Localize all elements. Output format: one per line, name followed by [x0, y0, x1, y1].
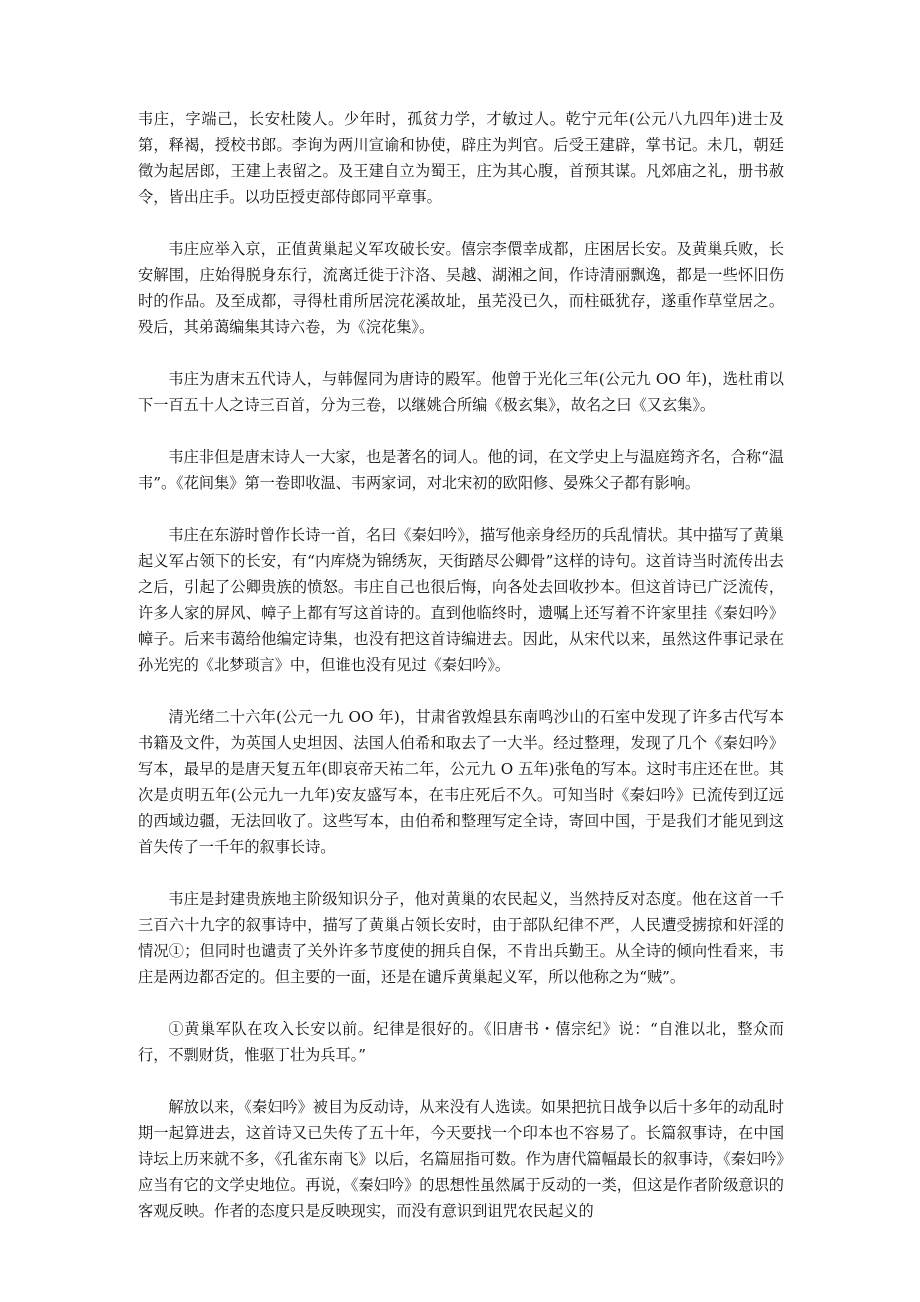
- paragraph-dunhuang: 清光绪二十六年(公元一九 OO 年)，甘肃省敦煌县东南鸣沙山的石室中发现了许多古代写本书籍及文件，为英国人史坦因、法国人伯希和取去了一大半。经过整理，发现了几个《秦妇吟》写本，最早的是唐天复五年(即哀帝天祐二年，公元九 O 五年)张龟的写本。这时韦庄还在世。其次是贞明五年(公元九一九年)安友盛写本，在韦庄死后不久。可知当时《秦妇吟》已流传到辽远的西域边疆，无法回收了。这些写本，由伯希和整理写定全诗，寄回中国，于是我们才能见到这首失传了一千年的叙事长诗。: [138, 708, 784, 856]
- document-body: [138, 106, 784, 1250]
- paragraph-biography: 韦庄，字端己，长安杜陵人。少年时，孤贫力学，才敏过人。乾宁元年(公元八九四年)进士及第，释褐，授校书郎。李询为两川宣谕和协使，辟庄为判官。后受王建辟，掌书记。未几，朝廷徵为起居郎，王建上表留之。及王建自立为蜀王，庄为其心腹，首预其谋。凡郊庙之礼，册书赦令，皆出庄手。以功臣授吏部侍郎同平章事。: [138, 110, 784, 206]
- paragraph-ci-poet: 韦庄非但是唐末诗人一大家，也是著名的词人。他的词，在文学史上与温庭筠齐名，合称“温韦”。《花间集》第一卷即收温、韦两家词，对北宋初的欧阳修、晏殊父子都有影响。: [138, 448, 784, 492]
- paragraph-attitude: 韦庄是封建贵族地主阶级知识分子，他对黄巢的农民起义，当然持反对态度。他在这首一千三百六十九字的叙事诗中，描写了黄巢占领长安时，由于部队纪律不严，人民遭受掳掠和奸淫的情况①；但同时也谴责了关外许多节度使的拥兵自保，不肯出兵勤王。从全诗的倾向性看来，韦庄是两边都否定的。但主要的一面，还是在谴斥黄巢起义军，所以他称之为“贼”。: [138, 890, 784, 986]
- paragraph-liberation: 解放以来，《秦妇吟》被目为反动诗，从来没有人选读。如果把抗日战争以后十多年的动乱时期一起算进去，这首诗又已失传了五十年，今天要找一个印本也不容易了。长篇叙事诗，在中国诗坛上历来就不多，《孔雀东南飞》以后，名篇屈指可数。作为唐代篇幅最长的叙事诗，《秦妇吟》应当有它的文学史地位。再说，《秦妇吟》的思想性虽然属于反动的一类，但这是作者阶级意识的客观反映。作者的态度只是反映现实，而没有意识到诅咒农民起义的: [138, 1098, 784, 1220]
- paragraph-qinfuyin: 韦庄在东游时曾作长诗一首，名曰《秦妇吟》，描写他亲身经历的兵乱情状。其中描写了黄巢起义军占领下的长安，有“内库烧为锦绣灰，天街踏尽公卿骨”这样的诗句。这首诗当时流传出去之后，引起了公卿贵族的愤怒。韦庄自己也很后悔，向各处去回收抄本。但这首诗已广泛流传，许多人家的屏风、幛子上都有写这首诗的。直到他临终时，遗嘱上还写着不许家里挂《秦妇吟》幛子。后来韦蔼给他编定诗集，也没有把这首诗编进去。因此，从宋代以来，虽然这件事记录在孙光宪的《北梦琐言》中，但谁也没有见过《秦妇吟》。: [138, 526, 784, 674]
- paragraph-exile: 韦庄应举入京，正值黄巢起义军攻破长安。僖宗李儇幸成都，庄困居长安。及黄巢兵败，长安解围，庄始得脱身东行，流离迁徙于汴洛、吴越、湖湘之间，作诗清丽飘逸，都是一些怀旧伤时的作品。及至成都，寻得杜甫所居浣花溪故址，虽芜没已久，而柱砥犹存，遂重作草堂居之。殁后，其弟蔼编集其诗六卷，为《浣花集》。: [138, 240, 784, 336]
- paragraph-footnote: ①黄巢军队在攻入长安以前。纪律是很好的。《旧唐书・僖宗纪》说：“自淮以北，整众而行，不剽财货，惟驱丁壮为兵耳。”: [138, 1020, 784, 1064]
- paragraph-youxuanji: 韦庄为唐末五代诗人，与韩偓同为唐诗的殿军。他曾于光化三年(公元九 OO 年)，选杜甫以下一百五十人之诗三百首，分为三卷，以继姚合所编《极玄集》，故名之曰《又玄集》。: [138, 370, 784, 414]
